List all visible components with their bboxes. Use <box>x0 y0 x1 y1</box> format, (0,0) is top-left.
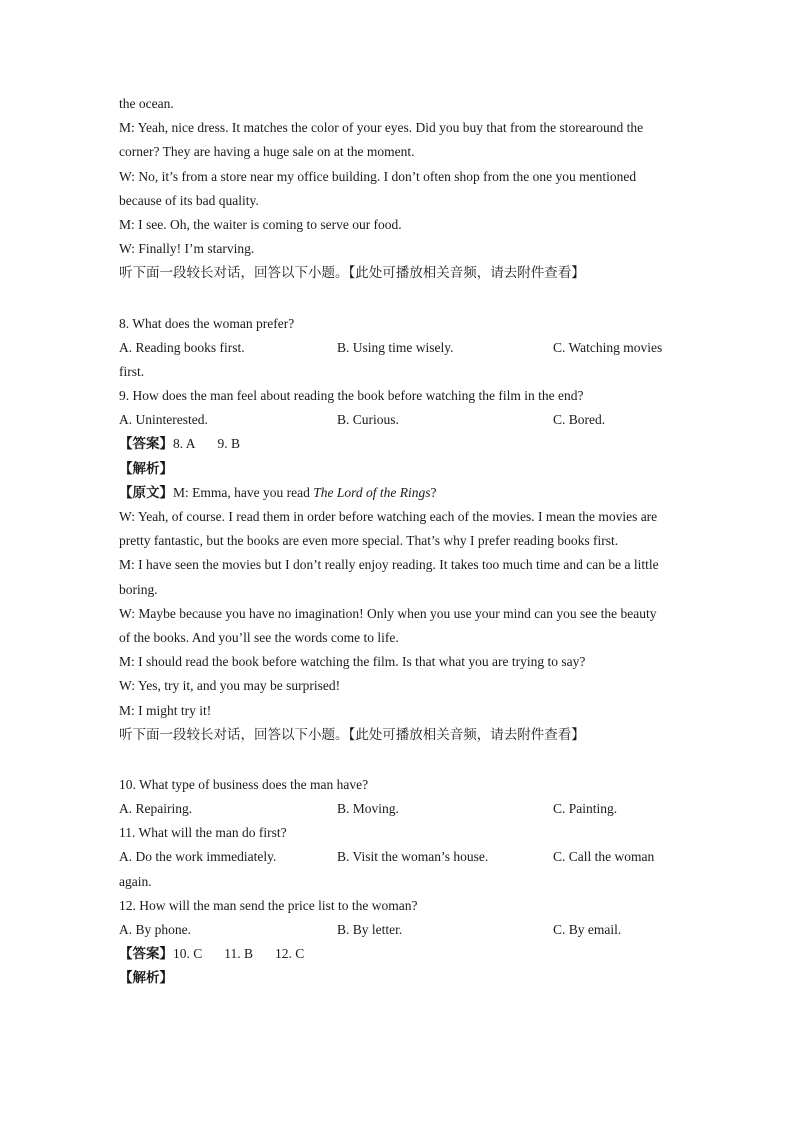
dialogue-line: corner? They are having a huge sale on at the moment. <box>119 144 415 160</box>
answer-item: 12. C <box>275 946 305 962</box>
question-text: 9. How does the man feel about reading the book before watching the film in the end? <box>119 388 584 404</box>
option-b: B. Using time wisely. <box>337 339 454 355</box>
answer-line <box>119 942 679 966</box>
option-a: A. Do the work immediately. <box>119 849 277 865</box>
analysis-tag: 【解析】 <box>119 970 173 987</box>
option-b: B. Moving. <box>337 801 399 817</box>
dialogue-line: because of its bad quality. <box>119 192 259 208</box>
dialogue-block-1 <box>119 92 679 261</box>
answer-tag: 【答案】 <box>119 436 173 453</box>
question-text: 12. How will the man send the price list to the woman? <box>119 897 418 913</box>
dialogue-line: M: I see. Oh, the waiter is coming to serve our food. <box>119 216 402 232</box>
question-text: 10. What type of business does the man have? <box>119 776 369 792</box>
listening-instruction: 听下面一段较长对话，回答以下小题。【此处可播放相关音频，请去附件查看】 <box>119 265 585 282</box>
answer-item: 10. C <box>173 946 203 962</box>
option-c: C. Bored. <box>553 412 606 428</box>
dialogue-line: M: I should read the book before watching the film. Is that what you are trying to say? <box>119 654 586 670</box>
dialogue-line: the ocean. <box>119 96 174 111</box>
options-row <box>119 408 679 432</box>
dialogue-line: W: Finally! I’m starving. <box>119 241 255 257</box>
dialogue-block-2 <box>119 505 679 723</box>
options-row <box>119 918 679 942</box>
original-suffix: ? <box>430 484 437 500</box>
option-b: B. Visit the woman’s house. <box>337 849 489 865</box>
dialogue-line: M: Yeah, nice dress. It matches the color of your eyes. Did you buy that from the storearound the <box>119 120 644 136</box>
question-text: 11. What will the man do first? <box>119 825 287 841</box>
dialogue-line: W: Maybe because you have no imagination! Only when you use your mind can you see the beauty <box>119 605 657 621</box>
original-tag: 【原文】 <box>119 484 173 501</box>
dialogue-line: pretty fantastic, but the books are even more special. That’s why I prefer reading books first. <box>119 533 619 549</box>
option-c: C. Painting. <box>553 801 618 817</box>
question-10 <box>119 773 679 821</box>
option-a: A. Reading books first. <box>119 339 245 355</box>
options-row <box>119 336 679 360</box>
options-row <box>119 797 679 821</box>
question-8 <box>119 312 679 385</box>
dialogue-line: M: I have seen the movies but I don’t really enjoy reading. It takes too much time and can be a little <box>119 557 659 573</box>
option-c: C. Watching movies <box>553 339 663 355</box>
option-c-continued: first. <box>119 363 145 379</box>
dialogue-line: M: I might try it! <box>119 702 212 718</box>
answer-tag: 【答案】 <box>119 946 173 963</box>
option-b: B. By letter. <box>337 922 403 937</box>
option-c: C. By email. <box>553 922 622 937</box>
question-text: 8. What does the woman prefer? <box>119 315 295 331</box>
answer-line <box>119 432 679 456</box>
option-a: A. By phone. <box>119 922 191 937</box>
option-b: B. Curious. <box>337 412 399 428</box>
dialogue-line: W: Yeah, of course. I read them in order before watching each of the movies. I mean the movies are <box>119 509 658 524</box>
answer-item: 9. B <box>217 436 241 452</box>
original-prefix: M: Emma, have you read <box>173 484 314 500</box>
original-text-line <box>119 481 679 505</box>
answer-item: 8. A <box>173 436 196 452</box>
question-12 <box>119 894 679 942</box>
option-a: A. Repairing. <box>119 801 193 817</box>
listening-instruction: 听下面一段较长对话，回答以下小题。【此处可播放相关音频，请去附件查看】 <box>119 726 585 743</box>
dialogue-line: W: No, it’s from a store near my office building. I don’t often shop from the one you mentioned <box>119 168 637 184</box>
dialogue-line: W: Yes, try it, and you may be surprised! <box>119 678 341 694</box>
analysis-tag: 【解析】 <box>119 460 173 477</box>
dialogue-line: of the books. And you’ll see the words come to life. <box>119 629 399 645</box>
option-c-continued: again. <box>119 873 152 889</box>
document-page <box>119 92 679 991</box>
options-row <box>119 845 679 869</box>
book-title: The Lord of the Rings <box>313 484 431 500</box>
analysis-line <box>119 457 679 481</box>
question-11 <box>119 821 679 894</box>
analysis-line <box>119 966 679 990</box>
question-9 <box>119 384 679 432</box>
dialogue-line: boring. <box>119 581 158 597</box>
answer-item: 11. B <box>224 946 254 962</box>
option-a: A. Uninterested. <box>119 412 208 428</box>
option-c: C. Call the woman <box>553 849 655 865</box>
